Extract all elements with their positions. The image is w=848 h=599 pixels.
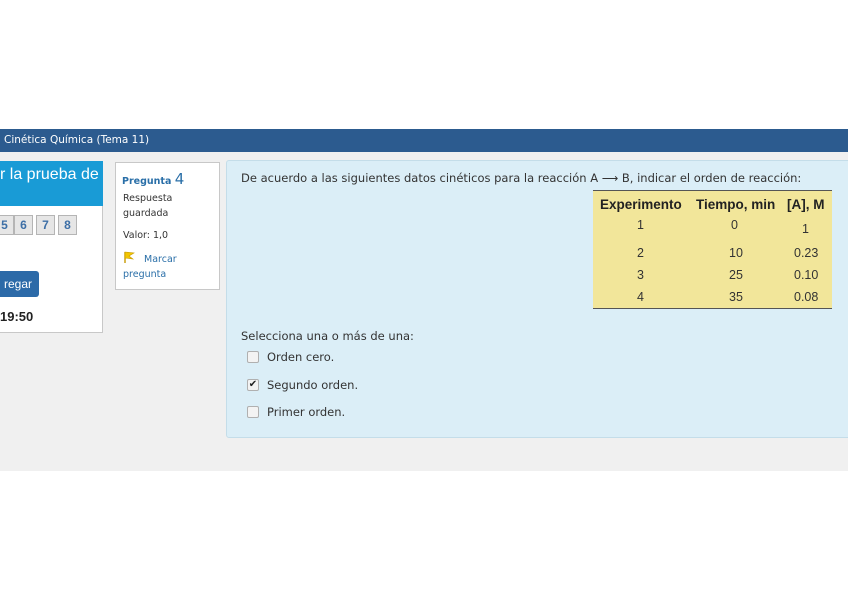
flag-icon[interactable]	[124, 251, 135, 267]
question-word: Pregunta	[122, 176, 172, 187]
table-cell: 0.10	[794, 268, 819, 282]
option-checkbox-checked[interactable]: ✔	[248, 379, 258, 390]
question-nav-button-5[interactable]: 5	[0, 215, 14, 235]
flag-question-link-line2[interactable]: pregunta	[123, 269, 167, 280]
select-instruction: Selecciona una o más de una:	[241, 329, 414, 343]
quiz-title-bar	[0, 129, 848, 152]
table-cell: 0.08	[794, 290, 819, 304]
status-line-2: guardada	[123, 208, 169, 219]
quiz-navigation-header	[0, 161, 103, 206]
option-label[interactable]: Segundo orden.	[267, 378, 359, 392]
table-cell: 2	[637, 246, 644, 260]
table-cell: 3	[637, 268, 644, 282]
option-checkbox[interactable]	[247, 351, 259, 363]
flag-question-link[interactable]: Marcar	[144, 254, 177, 265]
table-cell: 1	[802, 222, 809, 236]
option-label[interactable]: Orden cero.	[267, 350, 335, 364]
time-remaining: 19:50	[0, 309, 34, 324]
status-line-1: Respuesta	[123, 193, 173, 204]
table-cell: 0	[731, 218, 738, 232]
question-number-label	[122, 170, 184, 188]
question-nav-button-7[interactable]: 7	[36, 215, 55, 235]
table-header-tiempo: Tiempo, min	[696, 197, 776, 212]
question-number: 4	[174, 170, 185, 188]
table-cell: 25	[729, 268, 743, 282]
option-checkbox[interactable]	[247, 406, 259, 418]
table-cell: 0.23	[794, 246, 819, 260]
quiz-navigation-title: r la prueba de	[0, 166, 99, 183]
table-cell: 1	[637, 218, 644, 232]
quiz-title: Cinética Química (Tema 11)	[4, 134, 150, 146]
question-nav-button-8[interactable]: 8	[58, 215, 77, 235]
table-cell: 35	[729, 290, 743, 304]
kinetics-data-table	[593, 190, 832, 309]
table-header-concentration: [A], M	[787, 197, 825, 212]
question-nav-button-6[interactable]: 6	[14, 215, 33, 235]
submit-attempt-button[interactable]: regar	[0, 271, 39, 297]
option-label[interactable]: Primer orden.	[267, 405, 346, 419]
table-cell: 4	[637, 290, 644, 304]
question-prompt: De acuerdo a las siguientes datos cinéticos para la reacción A ⟶ B, indicar el orden de reacción:	[241, 171, 802, 185]
question-value: Valor: 1,0	[123, 230, 169, 241]
table-header-experimento: Experimento	[600, 197, 682, 212]
table-cell: 10	[729, 246, 743, 260]
